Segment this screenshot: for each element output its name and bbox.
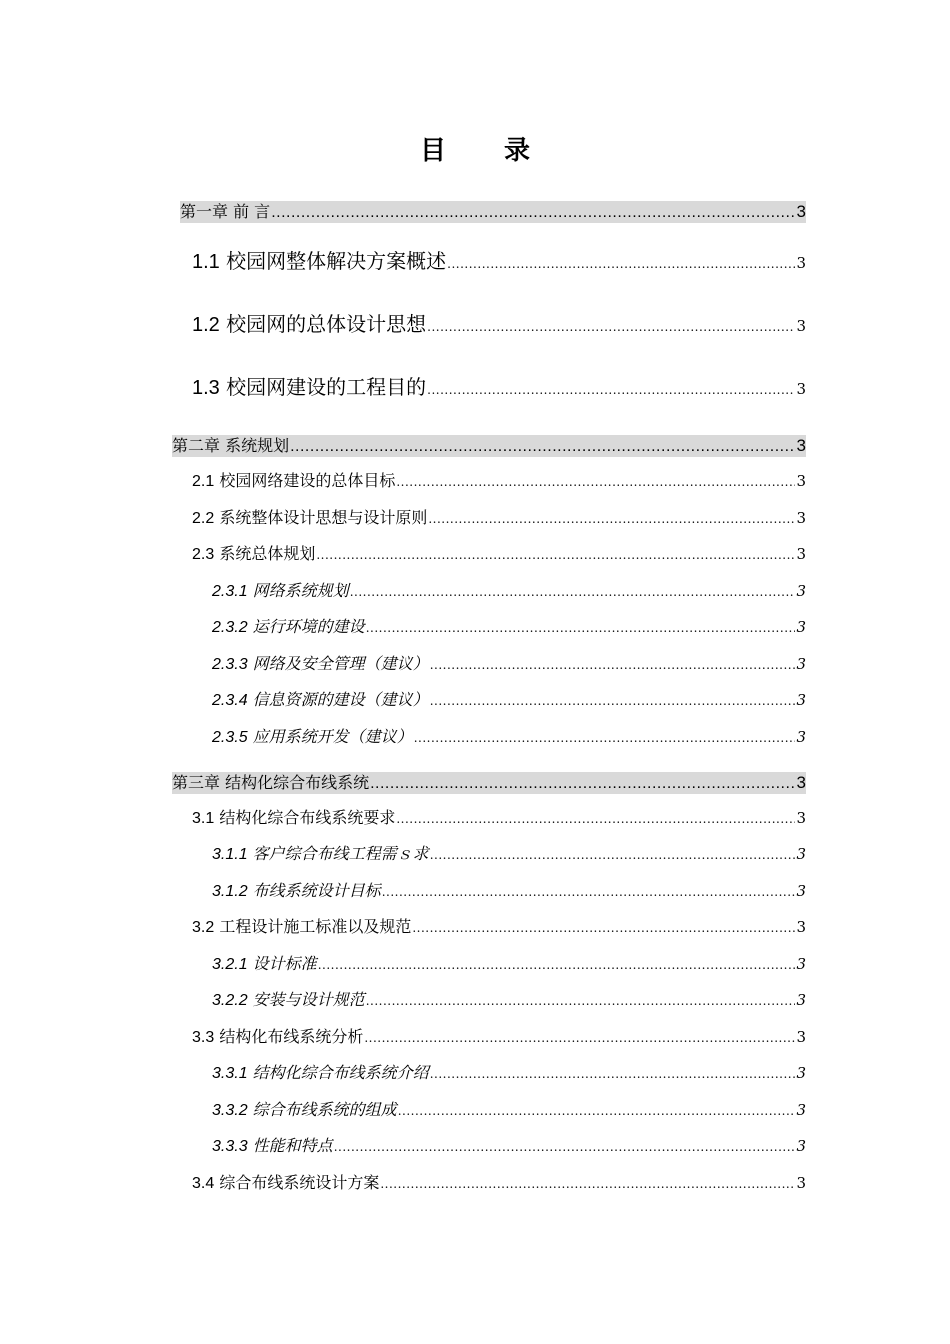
- toc-entry-3-3[interactable]: [192, 1025, 806, 1049]
- toc-page-number: 3: [796, 1137, 806, 1155]
- toc-entry-text: 校园网整体解决方案概述: [219, 249, 447, 273]
- toc-entry-text: 综合布线系统的组成: [247, 1100, 397, 1119]
- toc-entry-1-2[interactable]: [192, 309, 806, 339]
- toc-leader-dots: [398, 1099, 796, 1123]
- toc-page-number: 3: [796, 882, 806, 900]
- toc-entry-text: 第三章 结构化综合布线系统: [172, 773, 370, 792]
- toc-entry-2-3-5[interactable]: [212, 725, 806, 749]
- toc-entry-3-1-2[interactable]: [212, 879, 806, 903]
- toc-leader-dots: [430, 843, 796, 867]
- toc-entry-text: 客户综合布线工程需ｓ求: [247, 844, 429, 863]
- toc-leader-dots: [396, 470, 795, 494]
- toc-page-number: 3: [796, 1028, 806, 1046]
- toc-entry-2-3-2[interactable]: [212, 615, 806, 639]
- toc-entry-text: 性能和特点: [247, 1136, 333, 1155]
- toc-leader-dots: [427, 312, 795, 342]
- toc-page-number: 3: [796, 809, 806, 827]
- toc-leader-dots: [428, 507, 795, 531]
- toc-entry-number: 1.2: [192, 314, 220, 336]
- toc-entry-2-3[interactable]: [192, 542, 806, 566]
- toc-page-number: 3: [796, 436, 806, 455]
- toc-title: [0, 130, 950, 167]
- toc-entry-text: 布线系统设计目标: [247, 881, 381, 900]
- toc-entry-text: 网络系统规划: [247, 581, 349, 600]
- toc-entry-3-3-2[interactable]: [212, 1098, 806, 1122]
- toc-entry-number: 3.3.2: [212, 1102, 248, 1119]
- toc-entry-text: 结构化综合布线系统要求: [214, 808, 396, 827]
- toc-leader-dots: [382, 880, 796, 904]
- toc-entry-text: 运行环境的建设: [247, 617, 365, 636]
- toc-page-number: 3: [796, 773, 806, 792]
- toc-page-number: 3: [796, 472, 806, 490]
- toc-leader-dots: [316, 543, 795, 567]
- toc-chapter-2[interactable]: [172, 435, 806, 457]
- toc-leader-dots: [366, 616, 796, 640]
- toc-entry-1-1[interactable]: [192, 246, 806, 276]
- toc-chapter-1[interactable]: [180, 201, 806, 223]
- toc-entry-text: 综合布线系统设计方案: [214, 1173, 380, 1192]
- toc-entry-number: 2.3.3: [212, 656, 248, 673]
- toc-entry-number: 2.3: [192, 546, 215, 563]
- toc-page-number: 3: [796, 618, 806, 636]
- toc-page-number: 3: [796, 380, 806, 398]
- toc-entry-text: 安装与设计规范: [247, 990, 365, 1009]
- toc-page-number: 3: [796, 955, 806, 973]
- toc-entry-text: 系统总体规划: [214, 544, 316, 563]
- toc-leader-dots: [414, 726, 796, 750]
- toc-leader-dots: [430, 689, 796, 713]
- toc-entry-3-2[interactable]: [192, 915, 806, 939]
- toc-page-number: 3: [796, 918, 806, 936]
- toc-entry-1-3[interactable]: [192, 372, 806, 402]
- toc-entry-text: 第一章 前 言: [180, 202, 271, 221]
- toc-leader-dots: [366, 989, 796, 1013]
- toc-leader-dots: [412, 916, 795, 940]
- toc-entry-number: 3.2.2: [212, 992, 248, 1009]
- toc-page-number: 3: [796, 845, 806, 863]
- toc-chapter-3[interactable]: [172, 772, 806, 794]
- toc-entry-text: 校园网的总体设计思想: [219, 312, 427, 336]
- toc-entry-text: 结构化布线系统分析: [214, 1027, 364, 1046]
- toc-entry-text: 信息资源的建设（建议）: [247, 690, 429, 709]
- toc-entry-2-2[interactable]: [192, 506, 806, 530]
- toc-entry-number: 3.1.2: [212, 883, 248, 900]
- toc-entry-3-4[interactable]: [192, 1171, 806, 1195]
- toc-page-number: 3: [796, 691, 806, 709]
- toc-entry-text: 校园网建设的工程目的: [219, 375, 427, 399]
- toc-page-number: 3: [796, 202, 806, 221]
- toc-entry-3-3-1[interactable]: [212, 1061, 806, 1085]
- toc-entry-2-3-4[interactable]: [212, 688, 806, 712]
- toc-page-number: 3: [796, 317, 806, 335]
- toc-entry-number: 2.1: [192, 473, 215, 490]
- toc-entry-number: 2.3.2: [212, 619, 248, 636]
- toc-page-number: 3: [796, 509, 806, 527]
- toc-leader-dots: [447, 249, 795, 279]
- toc-leader-dots: [271, 201, 795, 224]
- toc-page-number: 3: [796, 991, 806, 1009]
- toc-entry-2-3-3[interactable]: [212, 652, 806, 676]
- toc-leader-dots: [364, 1026, 795, 1050]
- toc-entry-2-3-1[interactable]: [212, 579, 806, 603]
- toc-entry-3-3-3[interactable]: [212, 1134, 806, 1158]
- toc-entry-number: 1.3: [192, 377, 220, 399]
- toc-page-number: 3: [796, 545, 806, 563]
- toc-page-number: 3: [796, 582, 806, 600]
- toc-entry-number: 2.3.1: [212, 583, 248, 600]
- toc-entry-text: 工程设计施工标准以及规范: [214, 917, 412, 936]
- toc-entry-text: 结构化综合布线系统介绍: [247, 1063, 429, 1082]
- toc-entry-3-1[interactable]: [192, 806, 806, 830]
- toc-entry-number: 3.2: [192, 919, 215, 936]
- toc-leader-dots: [318, 953, 796, 977]
- toc-entry-number: 3.2.1: [212, 956, 248, 973]
- toc-entry-text: 系统整体设计思想与设计原则: [214, 508, 428, 527]
- toc-entry-number: 3.1.1: [212, 846, 248, 863]
- toc-page-number: 3: [796, 254, 806, 272]
- toc-entry-text: 网络及安全管理（建议）: [247, 654, 429, 673]
- toc-page-number: 3: [796, 1101, 806, 1119]
- toc-leader-dots: [427, 375, 795, 405]
- toc-title-char-2: 录: [504, 136, 531, 166]
- toc-entry-text: 第二章 系统规划: [172, 436, 290, 455]
- toc-leader-dots: [350, 580, 796, 604]
- toc-entry-text: 设计标准: [247, 954, 317, 973]
- toc-entry-2-1[interactable]: [192, 469, 806, 493]
- toc-entry-3-1-1[interactable]: [212, 842, 806, 866]
- toc-entry-number: 3.1: [192, 810, 215, 827]
- toc-leader-dots: [430, 653, 796, 677]
- toc-entry-3-2-2[interactable]: [212, 988, 806, 1012]
- toc-entry-number: 2.3.5: [212, 729, 248, 746]
- toc-entry-number: 1.1: [192, 251, 220, 273]
- toc-leader-dots: [396, 807, 795, 831]
- toc-entry-number: 3.4: [192, 1175, 215, 1192]
- toc-entry-number: 3.3.1: [212, 1065, 248, 1082]
- toc-entry-3-2-1[interactable]: [212, 952, 806, 976]
- toc-leader-dots: [380, 1172, 795, 1196]
- toc-page-number: 3: [796, 655, 806, 673]
- toc-title-char-1: 目: [419, 136, 446, 166]
- toc-leader-dots: [370, 772, 795, 795]
- toc-page-number: 3: [796, 728, 806, 746]
- toc-entry-number: 2.2: [192, 510, 215, 527]
- toc-entry-number: 3.3: [192, 1029, 215, 1046]
- toc-entry-text: 校园网络建设的总体目标: [214, 471, 396, 490]
- toc-leader-dots: [334, 1135, 796, 1159]
- toc-leader-dots: [290, 435, 795, 458]
- toc-entry-number: 3.3.3: [212, 1138, 248, 1155]
- toc-page-number: 3: [796, 1174, 806, 1192]
- toc-page-number: 3: [796, 1064, 806, 1082]
- toc-leader-dots: [430, 1062, 796, 1086]
- toc-entry-text: 应用系统开发（建议）: [247, 727, 413, 746]
- toc-entry-number: 2.3.4: [212, 692, 248, 709]
